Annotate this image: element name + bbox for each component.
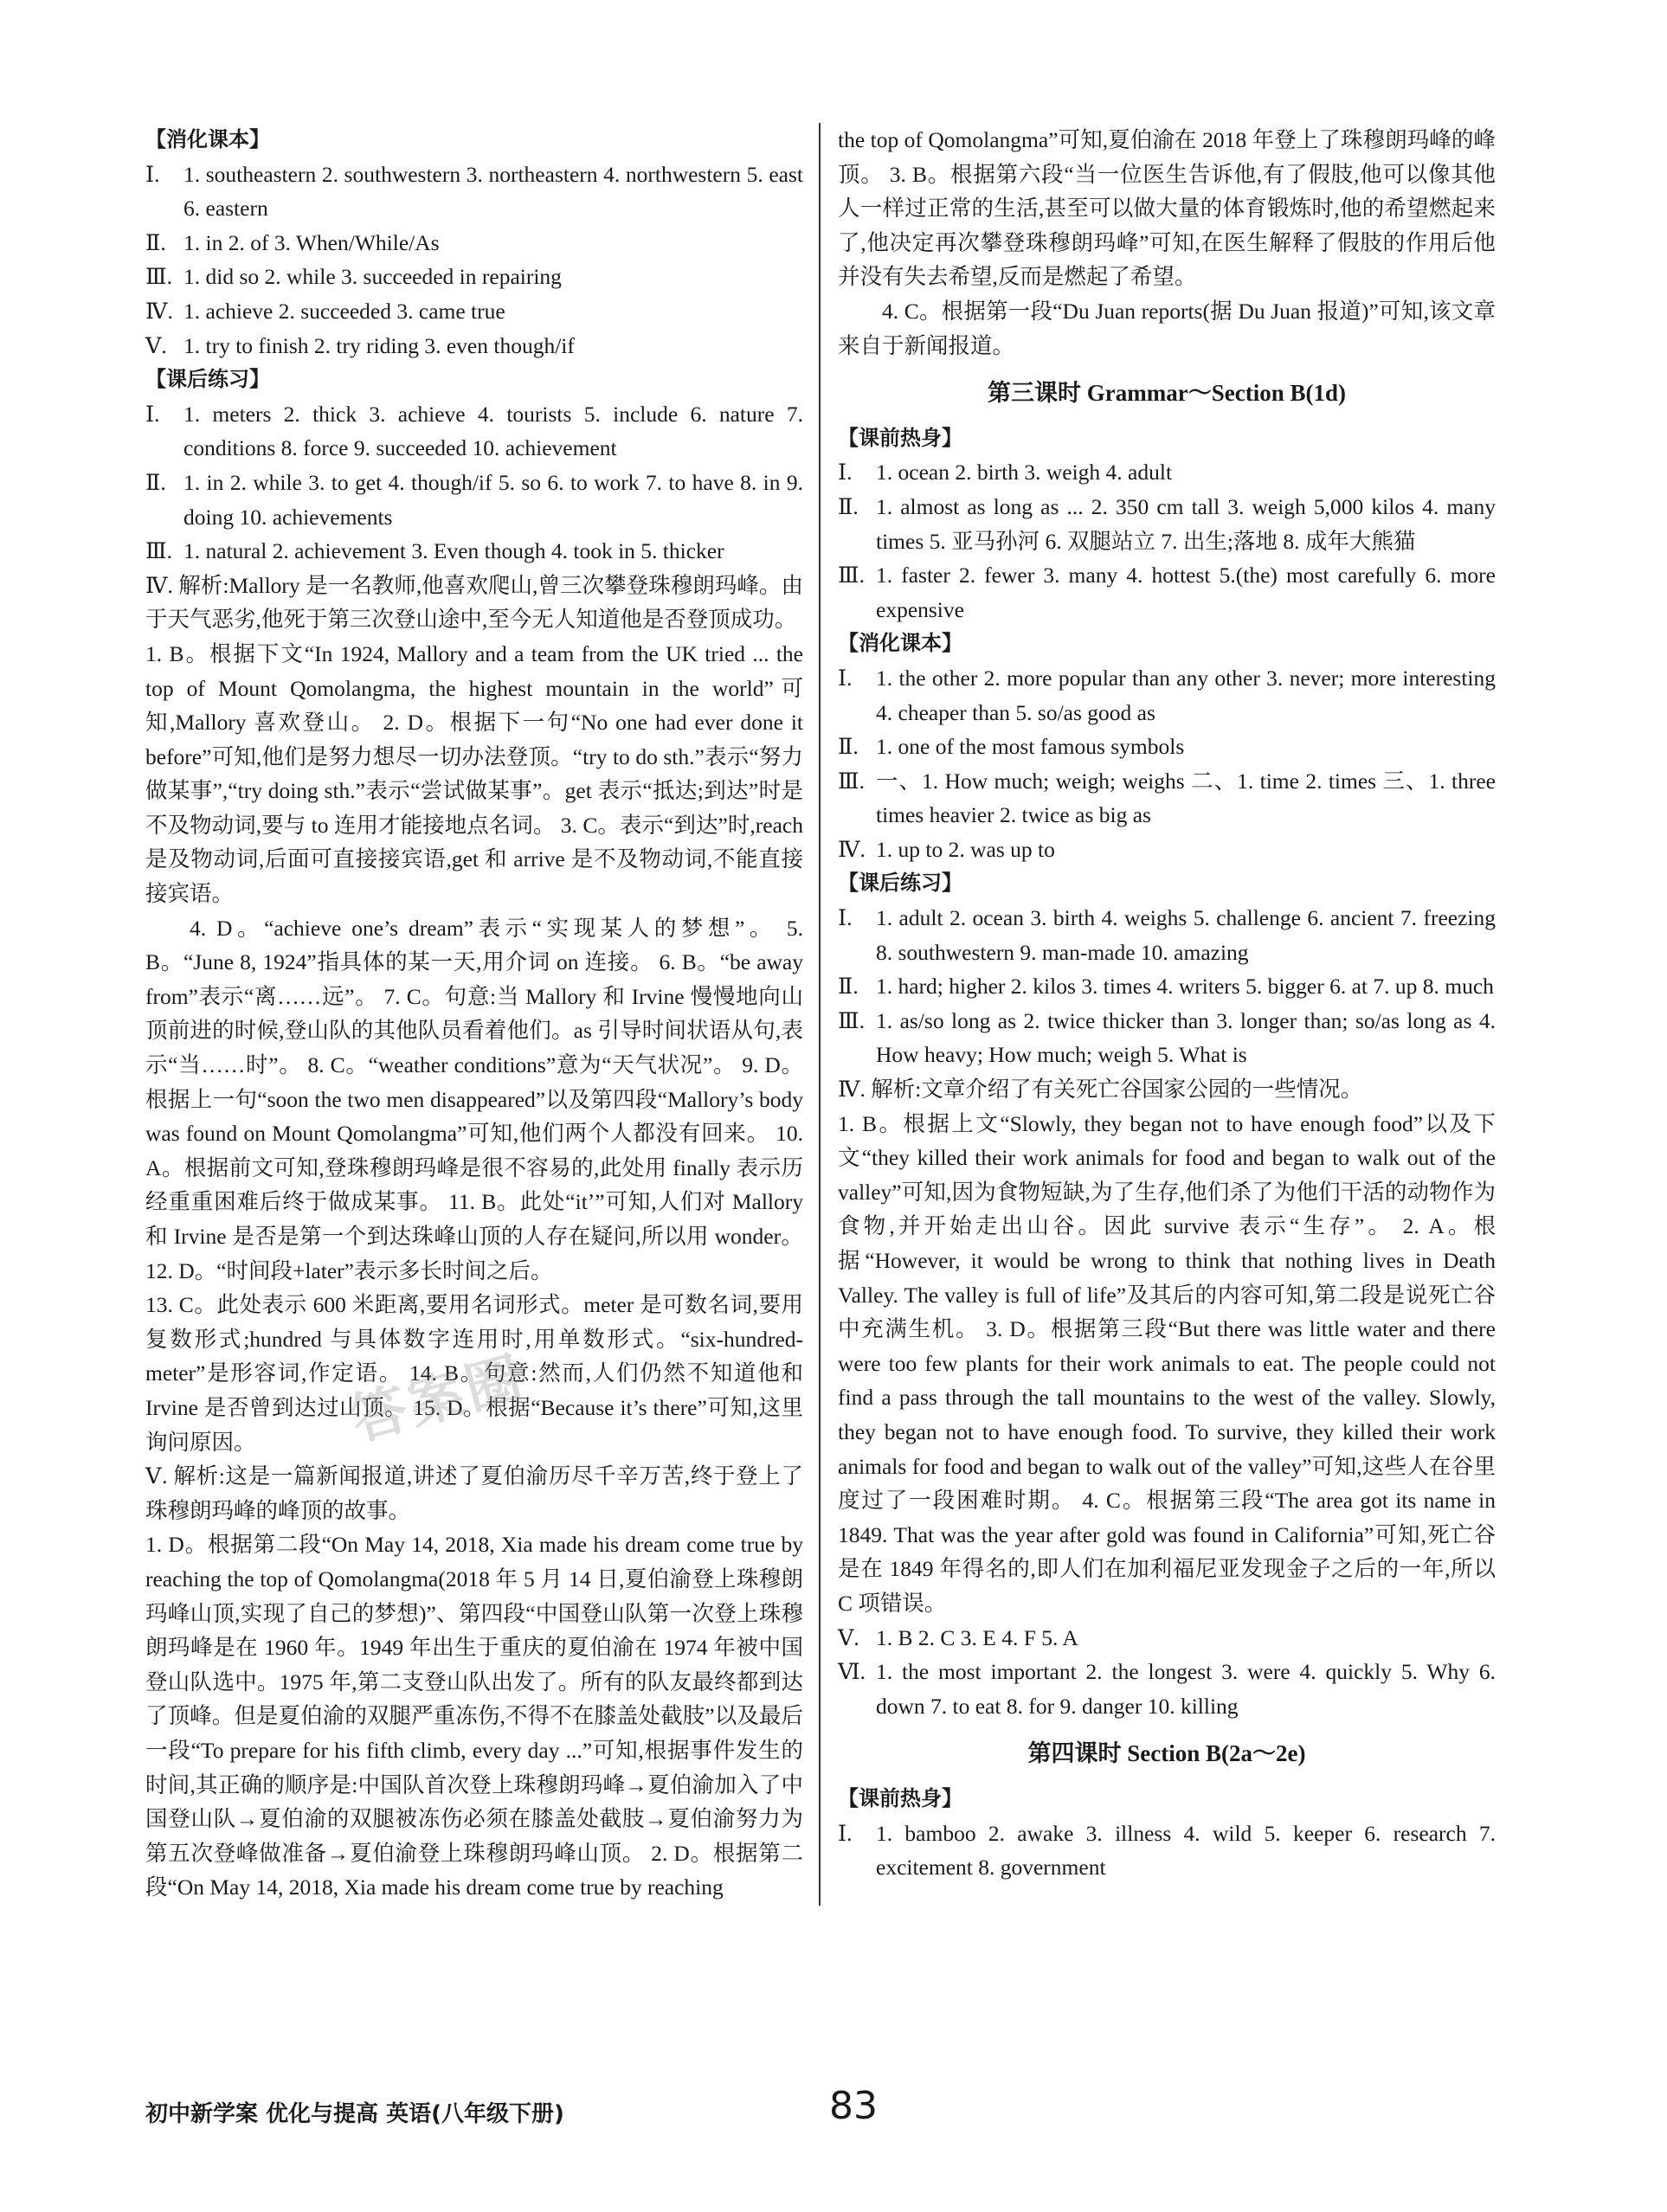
right-column xyxy=(838,123,1496,1885)
answer-text: 1. in 2. while 3. to get 4. though/if 5. so 6. to work 7. to have 8. in 9. doing 10. achievements xyxy=(183,469,803,530)
watermark: 答案圈 xyxy=(344,1345,532,1454)
answer-row xyxy=(838,901,1496,969)
section-heading-after-class: 【课后练习】 xyxy=(145,367,270,392)
analysis-paragraph: 1. B。根据上文“Slowly, they began not to have enough food”以及下文“they killed their work animals for food and began to walk out of the valley”可知,因为食物短缺,为了生存,他们杀了为他们干活的动物作为食物,并开始走出山谷。因此 survive 表示“生存”。 2. A。根据“However, it would be wrong to think that nothing lives in Death Valley. The valley is full of life”及其后的内容可知,第二段是说死亡谷中充满生机。 3. D。根据第三段“But there was little water and there were too few plants for their work animals to eat. The people could not find a pass through the tall mountains to the west of the valley. Slowly, they began not to have enough food. To survive, they killed their work animals for food and began to walk out of the valley”可知,这些人在谷里度过了一段困难时期。 4. C。根据第三段“The area got its name in 1849. That was the year after gold was found in California”可知,死亡谷是在 1849 年得名的,即人们在加利福尼亚发现金子之后的一年,所以 C 项错误。 xyxy=(838,1110,1496,1616)
answer-row xyxy=(838,558,1496,627)
answer-text: 1. bamboo 2. awake 3. illness 4. wild 5. keeper 6. research 7. excitement 8. government xyxy=(876,1820,1496,1881)
item-number: Ⅴ. xyxy=(145,332,167,358)
answer-text: 1. adult 2. ocean 3. birth 4. weighs 5. challenge 6. ancient 7. freezing 8. southwestern 9. man-made 10. amazing xyxy=(876,905,1496,965)
answer-row xyxy=(145,397,803,466)
answer-row xyxy=(838,490,1496,558)
section-heading-digest: 【消化课本】 xyxy=(838,631,962,656)
answer-row xyxy=(838,764,1496,833)
item-number: Ⅱ. xyxy=(838,734,859,760)
item-number: Ⅱ. xyxy=(145,469,166,495)
item-number: Ⅳ. xyxy=(145,298,173,324)
page-number: 83 xyxy=(829,2084,878,2128)
answer-row xyxy=(145,294,803,329)
item-number: Ⅴ. xyxy=(838,1624,859,1650)
answer-row xyxy=(145,466,803,534)
answer-text: 1. the other 2. more popular than any other 3. never; more interesting 4. cheaper than 5. so/as good as xyxy=(876,665,1496,725)
section-heading-after-class: 【课后练习】 xyxy=(838,871,962,896)
analysis-paragraph: 4. D。“achieve one’s dream”表示“实现某人的梦想”。 5. B。“June 8, 1924”指具体的某一天,用介词 on 连接。 6. B。“be away from”表示“离……远”。 7. C。句意:当 Mallory 和 Irvine 慢慢地向山顶前进的时候,登山队的其他队员看着他们。as 引导时间状语从句,表示“当……时”。 8. C。“weather conditions”意为“天气状况”。 9. D。根据上一句“soon the two men disappeared”以及第四段“Mallory’s body was found on Mount Qomolangma”可知,他们两个人都没有回来。 10. A。根据前文可知,登珠穆朗玛峰是很不容易的,此处用 finally 表示历经重重困难后终于做成某事。 11. B。此处“itʼ”可知,人们对 Mallory 和 Irvine 是否是第一个到达珠峰山顶的人存在疑问,所以用 wonder。 12. D。“时间段+later”表示多长时间之后。 xyxy=(145,915,803,1283)
book-title: 初中新学案 优化与提高 英语(八年级下册) xyxy=(145,2101,564,2127)
answer-row xyxy=(145,260,803,294)
answer-text: 1. ocean 2. birth 3. weigh 4. adult xyxy=(876,460,1173,485)
page-footer xyxy=(145,2084,1522,2127)
answer-text: 1. up to 2. was up to xyxy=(876,836,1055,862)
analysis-intro: Ⅴ. 解析:这是一篇新闻报道,讲述了夏伯渝历尽千辛万苦,终于登上了珠穆朗玛峰的峰顶的故事。 xyxy=(145,1463,803,1523)
item-number: Ⅲ. xyxy=(838,1007,865,1033)
item-number: Ⅰ. xyxy=(838,905,853,931)
answer-text: 1. meters 2. thick 3. achieve 4. tourists 5. include 6. nature 7. conditions 8. force 9. succeeded 10. achievement xyxy=(183,401,803,461)
item-number: Ⅰ. xyxy=(838,665,853,691)
analysis-paragraph: the top of Qomolangma”可知,夏伯渝在 2018 年登上了珠穆朗玛峰的峰顶。 3. B。根据第六段“当一位医生告诉他,有了假肢,他可以像其他人一样过正常的生活,甚至可以做大量的体育锻炼时,他的希望燃起来了,他决定再次攀登珠穆朗玛峰”可知,在医生解释了假肢的作用后他并没有失去希望,反而是燃起了希望。 xyxy=(838,127,1496,290)
answer-text: 1. southeastern 2. southwestern 3. northeastern 4. northwestern 5. east 6. eastern xyxy=(183,161,803,222)
item-number: Ⅱ. xyxy=(838,974,859,1000)
answer-row xyxy=(838,1004,1496,1072)
answer-row xyxy=(838,661,1496,730)
item-number: Ⅲ. xyxy=(145,538,172,564)
answer-row xyxy=(145,158,803,226)
answer-row xyxy=(838,833,1496,867)
item-number: Ⅵ. xyxy=(838,1659,866,1685)
analysis-paragraph: 13. C。此处表示 600 米距离,要用名词形式。meter 是可数名词,要用复数形式;hundred 与具体数字连用时,用单数形式。“six-hundred-meter”是形容词,作定语。 14. B。句意:然而,人们仍然不知道他和 Irvine 是否曾到达过山顶。 15. D。根据“Because it’s there”可知,这里询问原因。 xyxy=(145,1292,803,1455)
item-number: Ⅰ. xyxy=(838,460,853,485)
analysis-paragraph: 4. C。根据第一段“Du Juan reports(据 Du Juan 报道)”可知,该文章来自于新闻报道。 xyxy=(838,298,1496,358)
item-number: Ⅰ. xyxy=(838,1820,853,1846)
item-number: Ⅱ. xyxy=(838,493,859,519)
answer-row xyxy=(145,534,803,569)
item-number: Ⅱ. xyxy=(145,229,166,255)
answer-text: 1. hard; higher 2. kilos 3. times 4. writers 5. bigger 6. at 7. up 8. much xyxy=(876,974,1494,1000)
answer-row xyxy=(838,730,1496,764)
answer-row xyxy=(838,1817,1496,1885)
answer-text: 1. one of the most famous symbols xyxy=(876,734,1185,760)
answer-text: 1. in 2. of 3. When/While/As xyxy=(183,229,440,255)
left-column xyxy=(145,123,803,1905)
item-number: Ⅳ. xyxy=(838,836,866,862)
answer-row xyxy=(838,455,1496,490)
section-heading-warmup: 【课前热身】 xyxy=(838,425,962,450)
section-heading-digest: 【消化课本】 xyxy=(145,127,270,151)
item-number: Ⅰ. xyxy=(145,401,160,427)
answer-text: 1. as/so long as 2. twice thicker than 3. longer than; so/as long as 4. How heavy; How much; weigh 5. What is xyxy=(876,1007,1496,1068)
analysis-paragraph: 1. B。根据下文“In 1924, Mallory and a team from the UK tried ... the top of Mount Qomolangma, the highest mountain in the world”可知,Mallory 喜欢登山。 2. D。根据下一句“No one had ever done it before”可知,他们是努力想尽一切办法登顶。“try to do sth.”表示“努力做某事”,“try doing sth.”表示“尝试做某事”。get 表示“抵达;到达”时是不及物动词,要与 to 连用才能接地点名词。 3. C。表示“到达”时,reach 是及物动词,后面可直接接宾语,get 和 arrive 是不及物动词,不能直接接宾语。 xyxy=(145,640,803,907)
analysis-intro: Ⅳ. 解析:文章介绍了有关死亡谷国家公园的一些情况。 xyxy=(838,1077,1363,1103)
item-number: Ⅰ. xyxy=(145,161,160,187)
item-number: Ⅲ. xyxy=(838,563,865,588)
answer-text: 1. B 2. C 3. E 4. F 5. A xyxy=(876,1624,1078,1650)
answer-row xyxy=(838,969,1496,1004)
lesson-title-4: 第四课时 Section B(2a～2e) xyxy=(1027,1740,1306,1767)
answer-text: 1. did so 2. while 3. succeeded in repairing xyxy=(183,264,562,290)
section-heading-warmup: 【课前热身】 xyxy=(838,1785,962,1810)
answer-text: 1. the most important 2. the longest 3. were 4. quickly 5. Why 6. down 7. to eat 8. for 9. danger 10. killing xyxy=(876,1659,1496,1719)
column-divider xyxy=(819,123,821,1906)
analysis-paragraph: 1. D。根据第二段“On May 14, 2018, Xia made his dream come true by reaching the top of Qomolangma(2018 年 5 月 14 日,夏伯渝登上珠穆朗玛峰山顶,实现了自己的梦想)”、第四段“中国登山队第一次登上珠穆朗玛峰是在 1960 年。1949 年出生于重庆的夏伯渝在 1974 年被中国登山队选中。1975 年,第二支登山队出发了。所有的队友最终都到达了顶峰。但是夏伯渝的双腿严重冻伤,不得不在膝盖处截肢”以及最后一段“To prepare for his fifth climb, every day ...”可知,根据事件发生的时间,其正确的顺序是:中国队首次登上珠穆朗玛峰→夏伯渝加入了中国登山队→夏伯渝的双腿被冻伤必须在膝盖处截肢→夏伯渝努力为第五次登峰做准备→夏伯渝登上珠穆朗玛峰山顶。 2. D。根据第二段“On May 14, 2018, Xia made his dream come true by reaching xyxy=(145,1532,803,1900)
answer-text: 一、1. How much; weigh; weighs 二、1. time 2. times 三、1. three times heavier 2. twice as big as xyxy=(876,768,1496,828)
answer-row xyxy=(145,226,803,260)
lesson-title-3: 第三课时 Grammar～Section B(1d) xyxy=(988,380,1346,407)
item-number: Ⅲ. xyxy=(838,768,865,794)
item-number: Ⅲ. xyxy=(145,264,172,290)
answer-row xyxy=(145,329,803,363)
answer-text: 1. achieve 2. succeeded 3. came true xyxy=(183,298,505,324)
answer-text: 1. natural 2. achievement 3. Even though 4. took in 5. thicker xyxy=(183,538,724,564)
answer-text: 1. faster 2. fewer 3. many 4. hottest 5.(the) most carefully 6. more expensive xyxy=(876,563,1496,622)
answer-row xyxy=(838,1621,1496,1656)
analysis-intro: Ⅳ. 解析:Mallory 是一名教师,他喜欢爬山,曾三次攀登珠穆朗玛峰。由于天气恶劣,他死于第三次登山途中,至今无人知道他是否登顶成功。 xyxy=(145,572,803,633)
answer-text: 1. almost as long as ... 2. 350 cm tall 3. weigh 5,000 kilos 4. many times 5. 亚马孙河 6. 双腿站立 7. 出生;落地 8. 成年大熊猫 xyxy=(876,493,1496,554)
answer-text: 1. try to finish 2. try riding 3. even though/if xyxy=(183,332,575,358)
answer-row xyxy=(838,1655,1496,1723)
